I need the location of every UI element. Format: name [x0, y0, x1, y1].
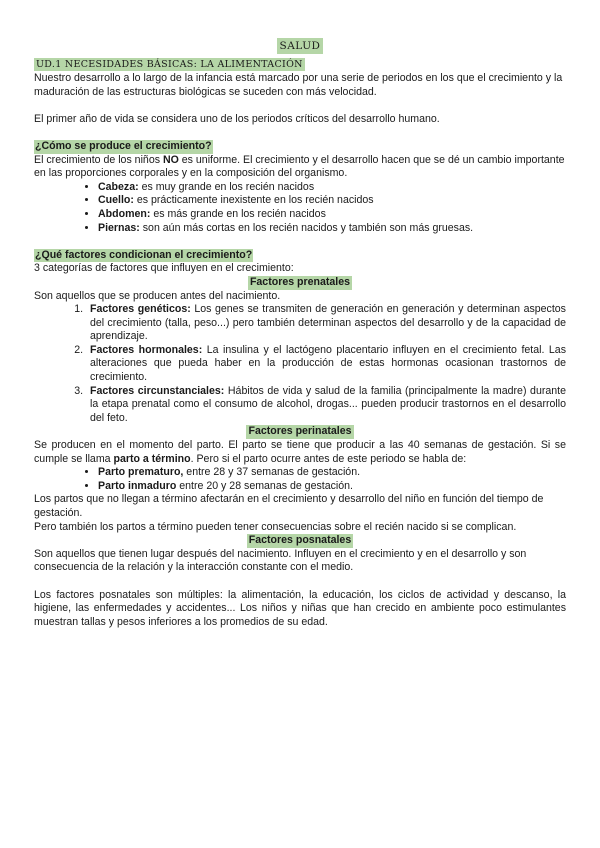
spacer: [34, 235, 566, 249]
bullet-text: es muy grande en los recién nacidos: [138, 180, 315, 193]
list-item: [98, 222, 566, 236]
unit-heading: UD.1 NECESIDADES BÁSICAS: LA ALIMENTACIÓN: [36, 59, 303, 70]
title-container: [34, 38, 566, 54]
postnatal-heading: Factores posnatales: [248, 534, 352, 547]
factor-term: Factores circunstanciales:: [90, 384, 225, 397]
page-title: SALUD: [277, 38, 324, 54]
factors-heading: ¿Qué factores condicionan el crecimiento?: [35, 248, 253, 261]
bullet-term: Parto inmaduro: [98, 479, 177, 492]
factor-text: Los genes se transmiten de generación en generación y determinan aspectos del crecimiento (talla, peso...) pero también determinan aspectos del desarrollo y de la capacidad de aprendizaje.: [90, 303, 566, 343]
list-item: [86, 303, 566, 344]
growth-bullet-list: [34, 181, 566, 235]
bullet-text: entre 20 y 28 semanas de gestación.: [176, 479, 353, 492]
factor-term: Factores genéticos:: [90, 303, 191, 316]
postnatal-paragraph-1: Son aquellos que tienen lugar después del nacimiento. Influyen en el crecimiento y en el desarrollo y son consecuencia de la relación y la interacción constante con el medio.: [34, 547, 527, 574]
bullet-term: Parto prematuro,: [98, 466, 184, 479]
intro-paragraph-1: Nuestro desarrollo a lo largo de la infancia está marcado por una serie de periodos en los que el crecimiento y la maduración de las estructuras biológicas se suceden con más velocidad.: [34, 72, 563, 98]
factor-text: Hábitos de vida y salud de la familia (principalmente la madre) durante la etapa prenatal como el consumo de alcohol, drogas... pueden producir trastornos en el desarrollo del feto.: [90, 384, 566, 424]
bullet-text: es prácticamente inexistente en los recién nacidos: [133, 194, 374, 207]
prenatal-heading: Factores prenatales: [249, 275, 351, 288]
list-item: [98, 480, 566, 494]
bullet-term: Piernas:: [98, 221, 140, 234]
bullet-term: Cabeza:: [98, 180, 139, 193]
factors-intro: 3 categorías de factores que influyen en el crecimiento:: [34, 262, 294, 275]
factor-text: La insulina y el lactógeno placentario influyen en el crecimiento fetal. Las alteraciones que pueda haber en la producción de estas hormonas ocasionan trastornos de crecimiento.: [90, 343, 566, 384]
list-item: [98, 181, 566, 195]
bullet-text: entre 28 y 37 semanas de gestación.: [183, 466, 361, 479]
postnatal-paragraph-2: Los factores posnatales son múltiples: la alimentación, la educación, los ciclos de actividad y descanso, la higiene, las enfermedades y accidentes... Los niños y niñas que han crecido en ambiente poco estimulantes muestran tallas y pesos inferiores a los promedios de su edad.: [34, 588, 566, 628]
prenatal-heading-container: [34, 276, 566, 290]
bullet-term: Cuello:: [98, 194, 134, 207]
perinatal-heading-container: [34, 425, 566, 439]
perinatal-paragraph-3: Pero también los partos a término pueden tener consecuencias sobre el recién nacido si se complican.: [34, 520, 517, 533]
list-item: [86, 344, 566, 385]
perinatal-text-bold: parto a término: [113, 452, 191, 465]
perinatal-text-before: Se producen en el momento del parto. El parto se tiene que producir a las 40 semanas de gestación. Si se cumple se llama: [34, 439, 566, 465]
growth-paragraph: [34, 154, 566, 181]
postnatal-heading-container: [34, 534, 566, 548]
intro-paragraph-2: El primer año de vida se considera uno de los periodos críticos del desarrollo humano.: [34, 112, 440, 125]
growth-text-after: es uniforme. El crecimiento y el desarrollo hacen que se dé un cambio importante en las proporciones corporales y en la composición del organismo.: [34, 153, 565, 180]
growth-text-bold: NO: [162, 153, 179, 166]
prenatal-factor-list: [34, 303, 566, 425]
perinatal-paragraph-2: Los partos que no llegan a término afectarán en el crecimiento y desarrollo del niño en función del tiempo de gestación.: [34, 493, 544, 519]
list-item: [98, 466, 566, 480]
spacer: [34, 99, 566, 113]
perinatal-text-after: . Pero si el parto ocurre antes de este periodo se habla de:: [190, 452, 467, 465]
list-item: [98, 194, 566, 208]
bullet-text: es más grande en los recién nacidos: [150, 207, 326, 220]
bullet-term: Abdomen:: [98, 207, 151, 220]
perinatal-paragraph: [34, 439, 566, 466]
perinatal-heading: Factores perinatales: [248, 425, 352, 438]
bullet-text: son aún más cortas en los recién nacidos y también son más gruesas.: [139, 221, 474, 234]
perinatal-bullet-list: [34, 466, 566, 493]
spacer: [34, 126, 566, 140]
list-item: [86, 385, 566, 426]
list-item: [98, 208, 566, 222]
growth-text-before: El crecimiento de los niños: [34, 153, 163, 166]
factor-term: Factores hormonales:: [90, 343, 203, 356]
prenatal-paragraph: Son aquellos que se producen antes del nacimiento.: [34, 289, 281, 302]
spacer: [34, 575, 566, 589]
growth-heading: ¿Cómo se produce el crecimiento?: [35, 139, 212, 152]
